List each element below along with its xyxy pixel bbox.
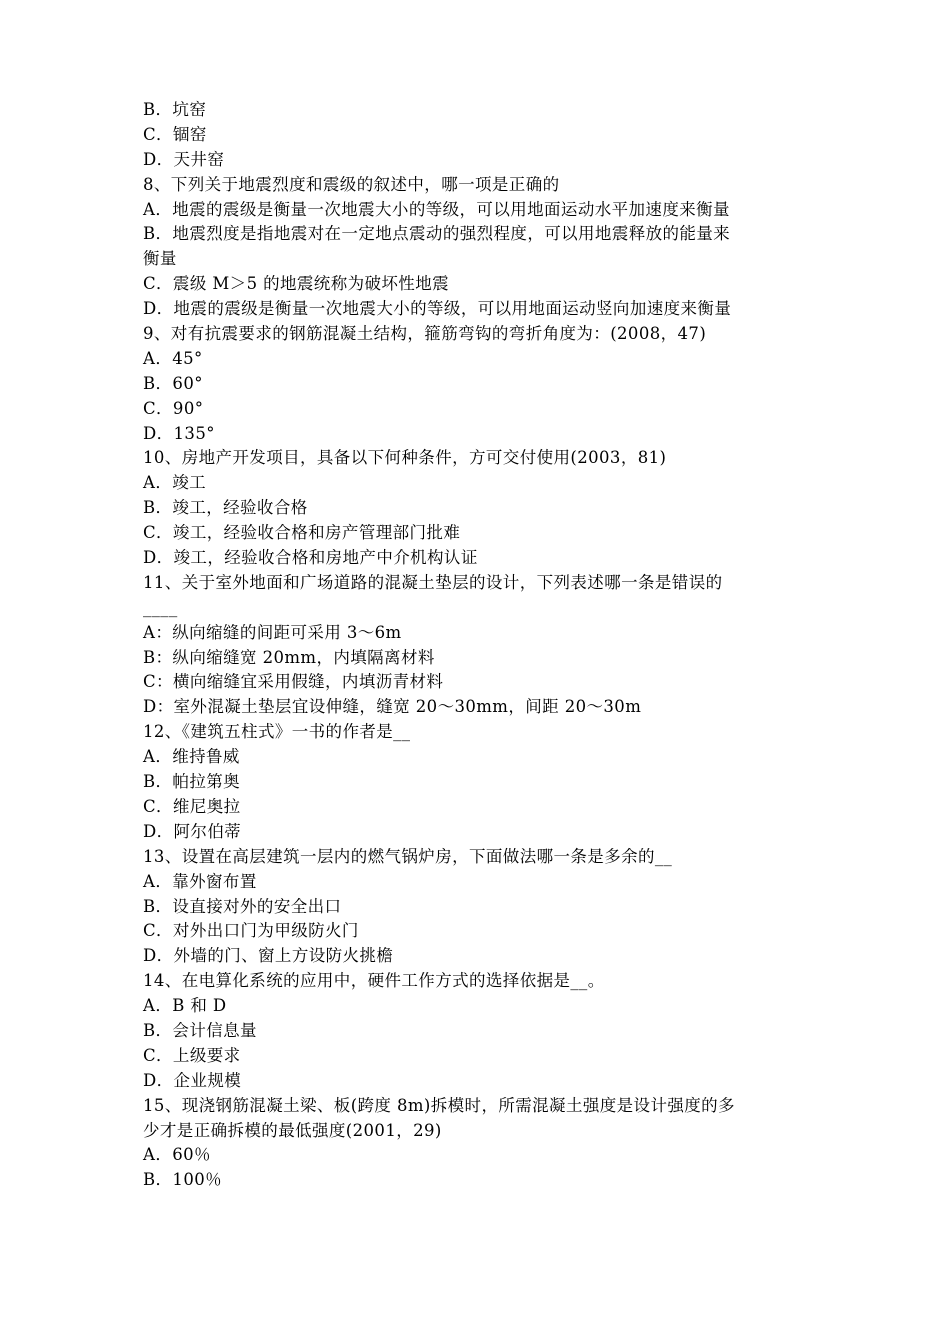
- text-line: D：室外混凝土垫层宜设伸缝，缝宽 20～30mm，间距 20～30m: [143, 697, 642, 717]
- text-line: A．竣工: [143, 473, 207, 493]
- text-line: B．坑窑: [143, 100, 207, 119]
- text-line: A．维持鲁威: [143, 747, 240, 767]
- question-12: 12、《建筑五柱式》一书的作者是__: [143, 722, 411, 742]
- text-line: D．阿尔伯蒂: [143, 821, 242, 841]
- question-15: 15、现浇钢筋混凝土梁、板(跨度 8m)拆模时，所需混凝土强度是设计强度的多: [143, 1095, 735, 1115]
- question-14: 14、在电算化系统的应用中，硬件工作方式的选择依据是__。: [143, 971, 605, 991]
- question-8: 8、下列关于地震烈度和震级的叙述中，哪一项是正确的: [143, 174, 560, 194]
- text-line: A．地震的震级是衡量一次地震大小的等级，可以用地面运动水平加速度来衡量: [143, 199, 730, 219]
- text-line: C．竣工，经验收合格和房产管理部门批难: [143, 523, 461, 543]
- text-line: B：纵向缩缝宽 20mm，内填隔离材料: [143, 647, 435, 667]
- text-line: D．竣工，经验收合格和房地产中介机构认证: [143, 548, 478, 568]
- text-line: C．90°: [143, 398, 204, 418]
- question-10: 10、房地产开发项目，具备以下何种条件，方可交付使用(2003，81): [143, 448, 667, 468]
- text-line: ____: [143, 597, 178, 617]
- text-line: B．竣工，经验收合格: [143, 498, 308, 518]
- text-line: C．对外出口门为甲级防火门: [143, 921, 359, 941]
- question-13: 13、设置在高层建筑一层内的燃气锅炉房，下面做法哪一条是多余的__: [143, 846, 673, 866]
- text-line: C．锢窑: [143, 124, 207, 144]
- text-line: C．震级 M＞5 的地震统称为破坏性地震: [143, 274, 450, 294]
- question-9: 9、对有抗震要求的钢筋混凝土结构，箍筋弯钩的弯折角度为：(2008，47): [143, 324, 707, 344]
- text-line: B．地震烈度是指地震对在一定地点震动的强烈程度，可以用地震释放的能量来: [143, 224, 731, 244]
- text-line: 衡量: [143, 249, 177, 269]
- text-line: D．天井窑: [143, 149, 225, 169]
- text-line: B．60°: [143, 373, 203, 393]
- text-line: A：纵向缩缝的间距可采用 3～6m: [143, 622, 402, 642]
- text-line: A．靠外窗布置: [143, 871, 257, 891]
- text-line: B．帕拉第奥: [143, 772, 241, 792]
- text-line: A．60％: [143, 1145, 211, 1165]
- text-line: B．100％: [143, 1170, 223, 1190]
- text-line: B．会计信息量: [143, 1020, 257, 1040]
- text-line: D．地震的震级是衡量一次地震大小的等级，可以用地面运动竖向加速度来衡量: [143, 299, 732, 319]
- text-line: C．上级要求: [143, 1045, 241, 1065]
- document-page: [143, 98, 813, 1193]
- text-line: C．维尼奥拉: [143, 796, 241, 816]
- text-line: 少才是正确拆模的最低强度(2001，29): [143, 1120, 442, 1140]
- text-line: C：横向缩缝宜采用假缝，内填沥青材料: [143, 672, 444, 692]
- text-line: D．135°: [143, 423, 215, 443]
- text-line: D．企业规模: [143, 1070, 242, 1090]
- question-11: 11、关于室外地面和广场道路的混凝土垫层的设计，下列表述哪一条是错误的: [143, 572, 723, 592]
- text-line: D．外墙的门、窗上方设防火挑檐: [143, 946, 394, 966]
- text-line: A．B 和 D: [143, 996, 227, 1016]
- text-line: B．设直接对外的安全出口: [143, 896, 342, 916]
- text-line: A．45°: [143, 348, 203, 368]
